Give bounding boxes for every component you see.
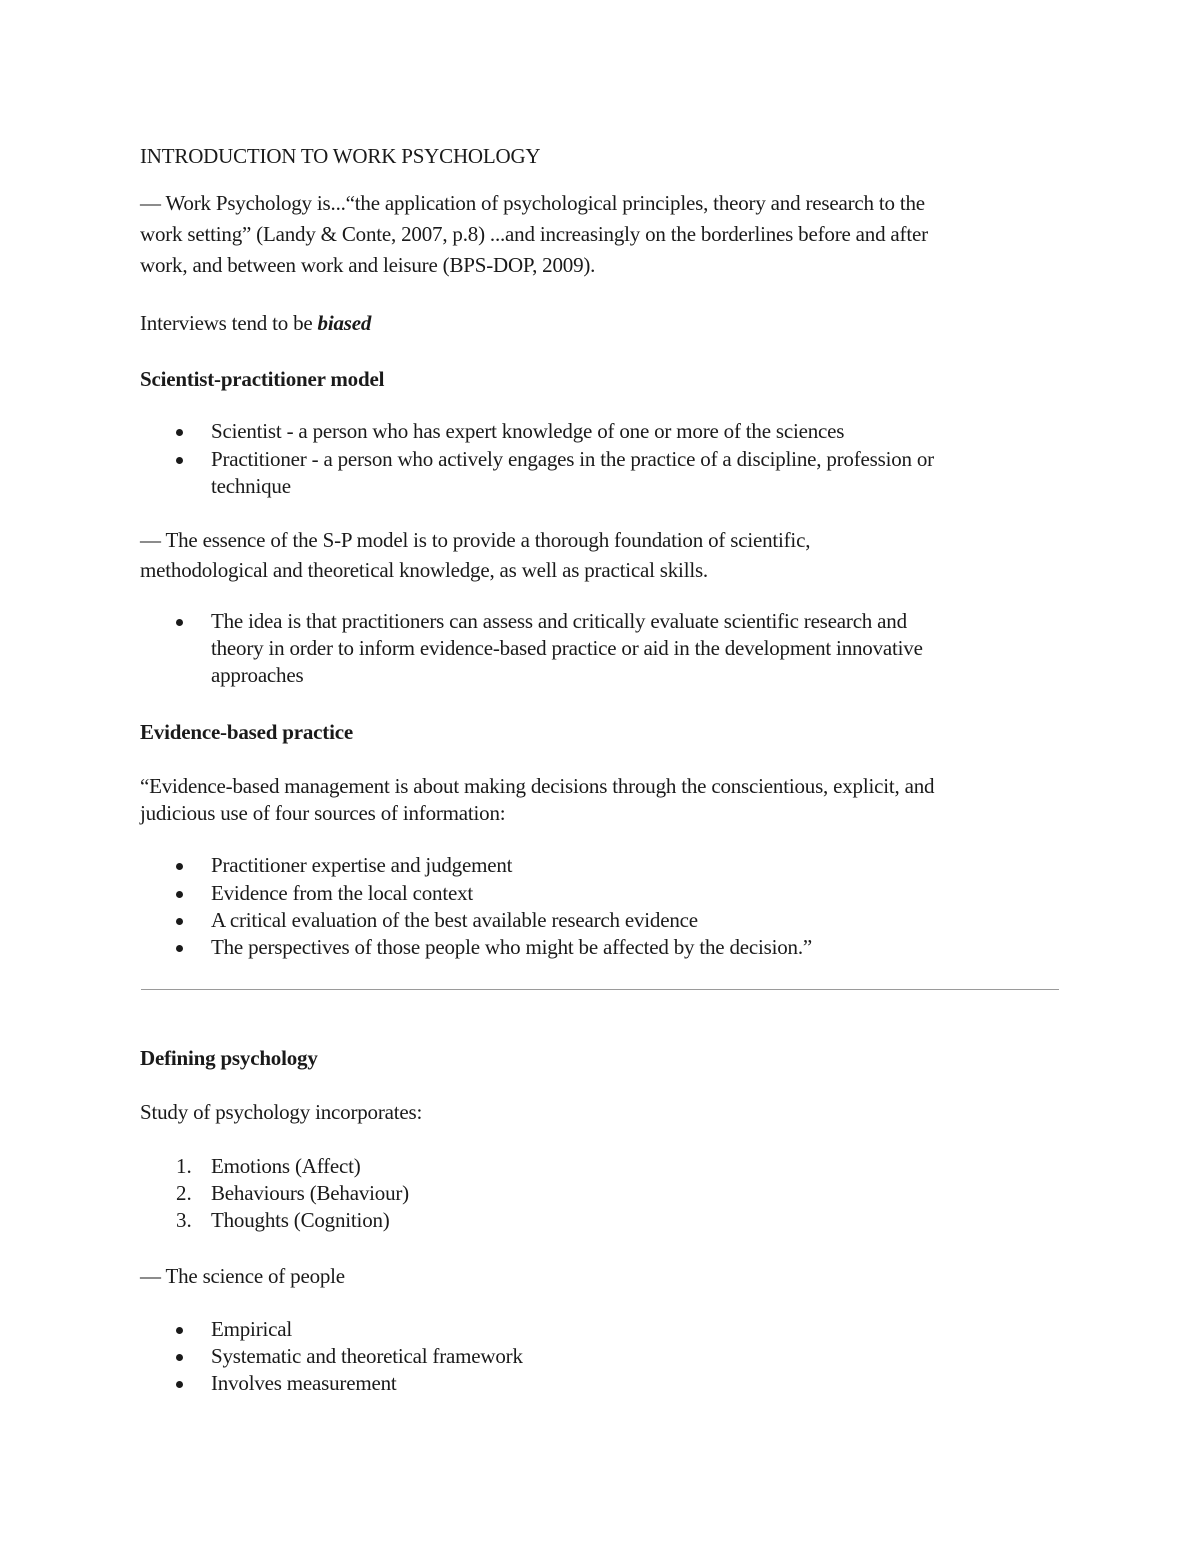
list-item: Scientist - a person who has expert knowledge of one or more of the sciences [211,419,845,443]
list-item: Empirical [211,1317,293,1341]
definition-line-3: work, and between work and leisure (BPS-DOP, 2009). [140,253,596,277]
list-item: Practitioner expertise and judgement [211,853,513,877]
document-title: INTRODUCTION TO WORK PSYCHOLOGY [140,144,541,168]
list-item-continuation: technique [211,474,291,498]
list-item: Evidence from the local context [211,881,474,905]
numbered-item: Behaviours (Behaviour) [211,1181,409,1205]
list-item: A critical evaluation of the best available research evidence [211,908,698,932]
defining-psychology-heading: Defining psychology [140,1046,318,1070]
definition-line-1: — Work Psychology is...“the application of psychological principles, theory and research to the [140,191,925,215]
study-line: Study of psychology incorporates: [140,1100,423,1124]
list-item: The idea is that practitioners can assess and critically evaluate scientific research and [211,609,907,633]
definition-line-2: work setting” (Landy & Conte, 2007, p.8) ...and increasingly on the borderlines before and after [140,222,928,246]
bullet-icon [176,863,183,870]
essence-line-2: methodological and theoretical knowledge, as well as practical skills. [140,558,708,582]
essence-line-1: — The essence of the S-P model is to provide a thorough foundation of scientific, [140,528,811,552]
bullet-icon [176,619,183,626]
interviews-emphasis: biased [317,311,372,335]
bullet-icon [176,1354,183,1361]
list-item: The perspectives of those people who might be affected by the decision.” [211,935,813,959]
science-line: — The science of people [140,1264,345,1288]
interviews-line [140,308,371,338]
list-item-continuation: approaches [211,663,304,687]
bullet-icon [176,891,183,898]
evidence-based-heading: Evidence-based practice [140,720,353,744]
list-number: 1. [176,1154,192,1178]
list-item: Involves measurement [211,1371,397,1395]
numbered-item: Emotions (Affect) [211,1154,361,1178]
bullet-icon [176,945,183,952]
bullet-icon [176,429,183,436]
bullet-icon [176,457,183,464]
ebp-quote-line-2: judicious use of four sources of information: [140,801,506,825]
scientist-practitioner-heading: Scientist-practitioner model [140,367,385,391]
numbered-item: Thoughts (Cognition) [211,1208,390,1232]
ebp-quote-line-1: “Evidence-based management is about making decisions through the conscientious, explicit, and [140,774,935,798]
horizontal-divider [141,989,1059,990]
bullet-icon [176,918,183,925]
interviews-prefix: Interviews tend to be [140,311,318,335]
list-item: Systematic and theoretical framework [211,1344,523,1368]
bullet-icon [176,1327,183,1334]
list-item-continuation: theory in order to inform evidence-based practice or aid in the development innovative [211,636,923,660]
bullet-icon [176,1381,183,1388]
list-number: 2. [176,1181,192,1205]
list-number: 3. [176,1208,192,1232]
list-item: Practitioner - a person who actively engages in the practice of a discipline, profession or [211,447,934,471]
